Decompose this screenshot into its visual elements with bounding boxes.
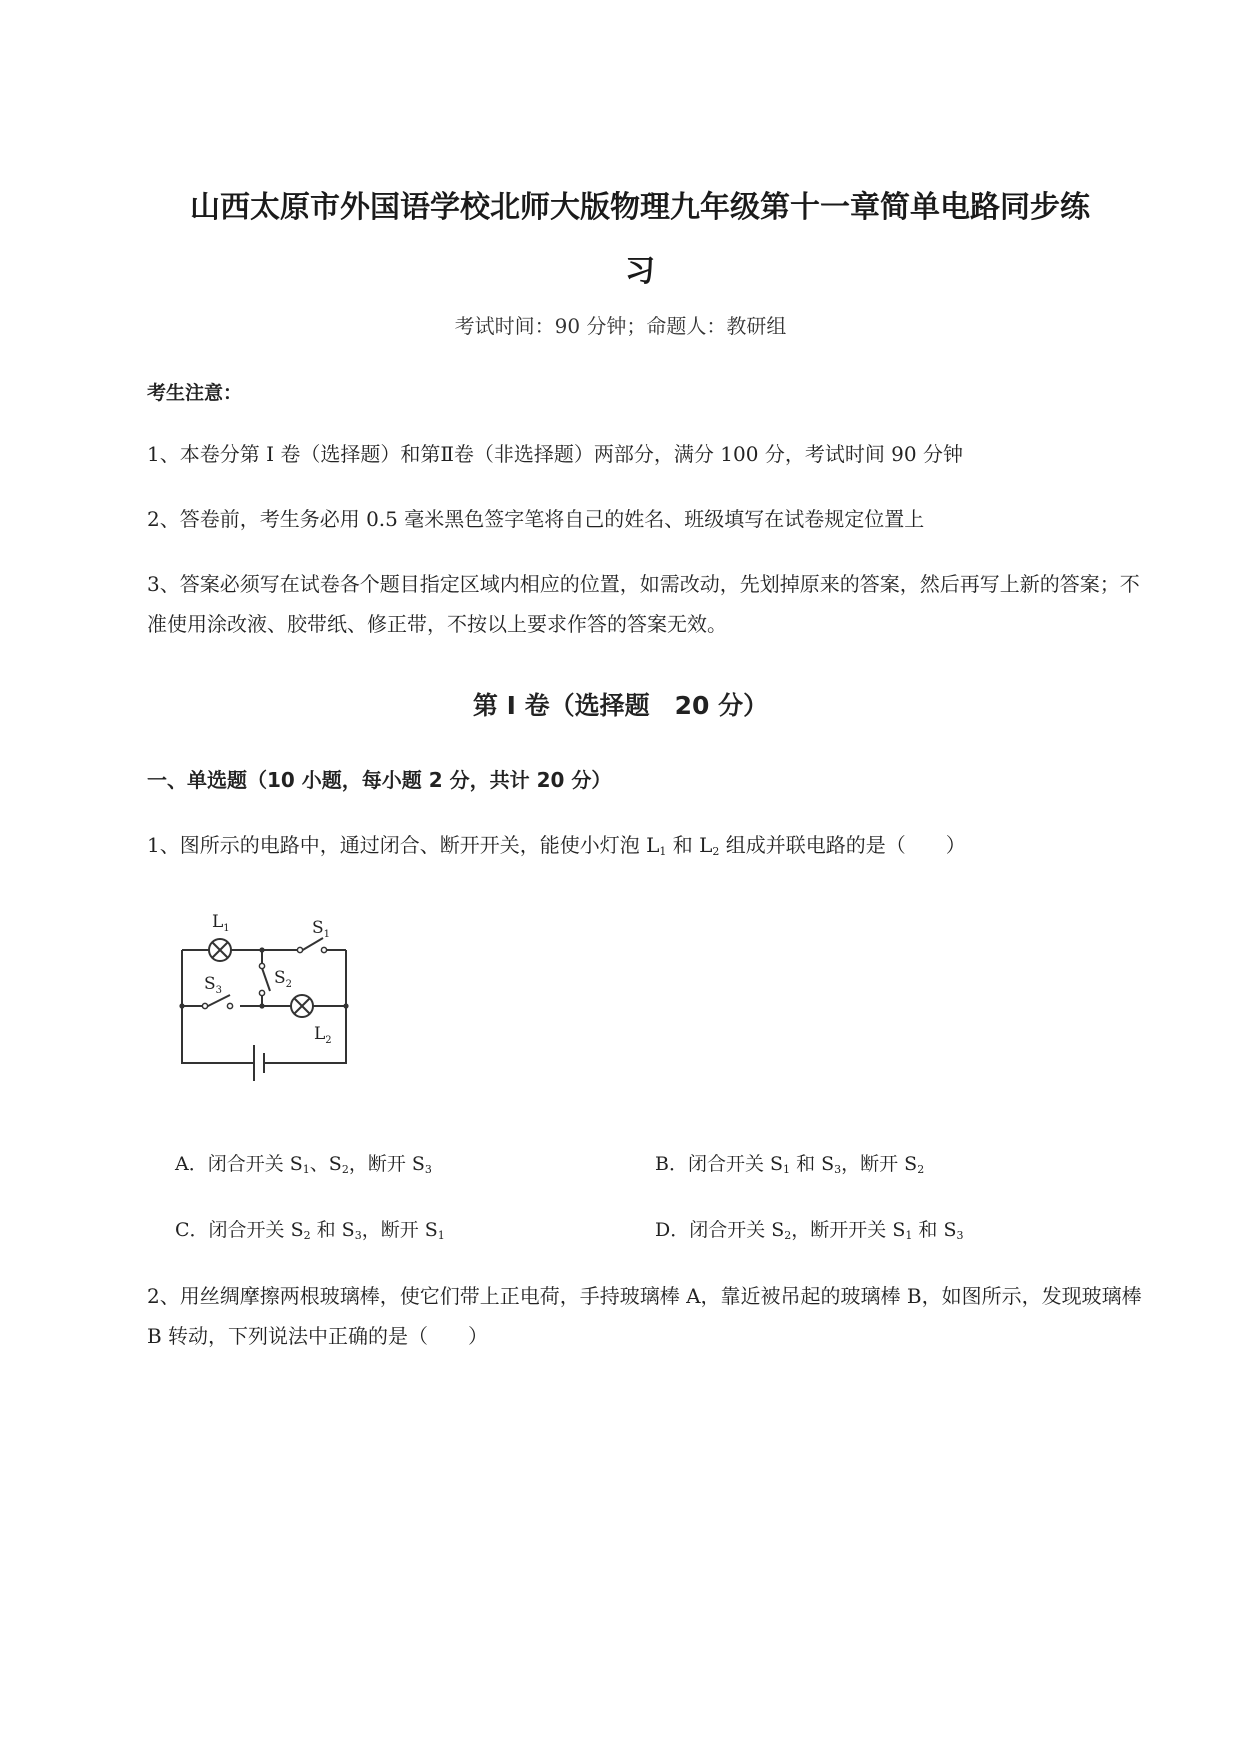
exam-title-line-2: 习 [625, 254, 655, 289]
switch-s1-blade [301, 938, 323, 951]
junction-top-center [259, 947, 264, 952]
option-d-t3: 和 S [912, 1219, 957, 1241]
option-b-t2: 和 S [790, 1153, 835, 1175]
option-b-s1: 1 [783, 1163, 791, 1176]
notice-item-2: 2、答卷前，考生务必用 0.5 毫米黑色签字笔将自己的姓名、班级填写在试卷规定位置上 [147, 507, 925, 531]
option-a-s3: 3 [424, 1163, 432, 1176]
option-b[interactable] [655, 1149, 924, 1176]
option-d-s3: 3 [956, 1229, 964, 1242]
option-a-t3: ，断开 S [348, 1153, 425, 1175]
switch-s2-contact-top [259, 963, 264, 968]
notice-item-1: 1、本卷分第 I 卷（选择题）和第Ⅱ卷（非选择题）两部分，满分 100 分，考试时间 90 分钟 [147, 442, 963, 466]
junction-top-left [179, 1003, 184, 1008]
q1-sub-a: 1 [659, 845, 667, 858]
label-l2: $L_2$ [314, 1024, 332, 1046]
switch-s3-contact-right [227, 1003, 232, 1008]
label-s3: $S_3$ [204, 974, 223, 996]
option-c-s2: 3 [354, 1229, 362, 1242]
option-c-t1: C．闭合开关 S [175, 1219, 304, 1241]
option-c-s1: 2 [303, 1229, 311, 1242]
junction-mid-center [259, 1003, 264, 1008]
option-d-t2: ，断开开关 S [791, 1219, 906, 1241]
question-1 [147, 825, 1147, 872]
switch-s3-contact-left [202, 1003, 207, 1008]
option-b-s2: 3 [834, 1163, 842, 1176]
label-s2: $S_2$ [274, 968, 293, 990]
option-c[interactable] [175, 1215, 445, 1242]
option-a-t2: 、S [309, 1153, 342, 1175]
option-a-t1: A．闭合开关 S [175, 1153, 303, 1175]
section-title: 第 I 卷（选择题 20 分） [472, 691, 769, 720]
option-b-s3: 2 [917, 1163, 925, 1176]
switch-s3-blade [206, 995, 230, 1007]
option-d[interactable] [655, 1215, 963, 1242]
q1-text-post: 组成并联电路的是（ ） [719, 833, 966, 857]
option-a-s1: 1 [302, 1163, 310, 1176]
switch-s1-contact-left [297, 947, 302, 952]
circuit-diagram [170, 905, 380, 1100]
question-group-heading: 一、单选题（10 小题，每小题 2 分，共计 20 分） [147, 768, 612, 792]
switch-s2-contact-bottom [259, 990, 264, 995]
option-d-s1: 2 [784, 1229, 792, 1242]
notice-item-3: 3、答案必须写在试卷各个题目指定区域内相应的位置，如需改动，先划掉原来的答案，然后再写上新的答案；不准使用涂改液、胶带纸、修正带，不按以上要求作答的答案无效。 [147, 572, 1140, 636]
option-d-s2: 1 [905, 1229, 913, 1242]
option-b-t3: ，断开 S [841, 1153, 918, 1175]
exam-meta: 考试时间：90 分钟；命题人：教研组 [454, 314, 787, 338]
q1-text-pre: 1、图所示的电路中，通过闭合、断开开关，能使小灯泡 L [147, 833, 660, 857]
option-d-t1: D．闭合开关 S [655, 1219, 785, 1241]
option-b-t1: B．闭合开关 S [655, 1153, 784, 1175]
option-c-s3: 1 [437, 1229, 445, 1242]
label-s1: $S_1$ [312, 918, 331, 940]
label-l1: $L_1$ [212, 912, 230, 934]
notice-heading: 考生注意： [147, 382, 243, 404]
option-c-t3: ，断开 S [361, 1219, 438, 1241]
junction-mid-right [343, 1003, 348, 1008]
option-c-t2: 和 S [310, 1219, 355, 1241]
exam-title-line-1: 山西太原市外国语学校北师大版物理九年级第十一章简单电路同步练 [190, 190, 1090, 225]
q1-sub-b: 2 [712, 845, 720, 858]
switch-s1-contact-right [321, 947, 326, 952]
option-a[interactable] [175, 1149, 432, 1176]
q1-text-mid: 和 L [666, 833, 713, 857]
switch-s2-blade [262, 968, 270, 991]
option-a-s2: 2 [341, 1163, 349, 1176]
question-2: 2、用丝绸摩擦两根玻璃棒，使它们带上正电荷，手持玻璃棒 A，靠近被吊起的玻璃棒 B，如图所示，发现玻璃棒 B 转动，下列说法中正确的是（ ） [147, 1284, 1142, 1348]
